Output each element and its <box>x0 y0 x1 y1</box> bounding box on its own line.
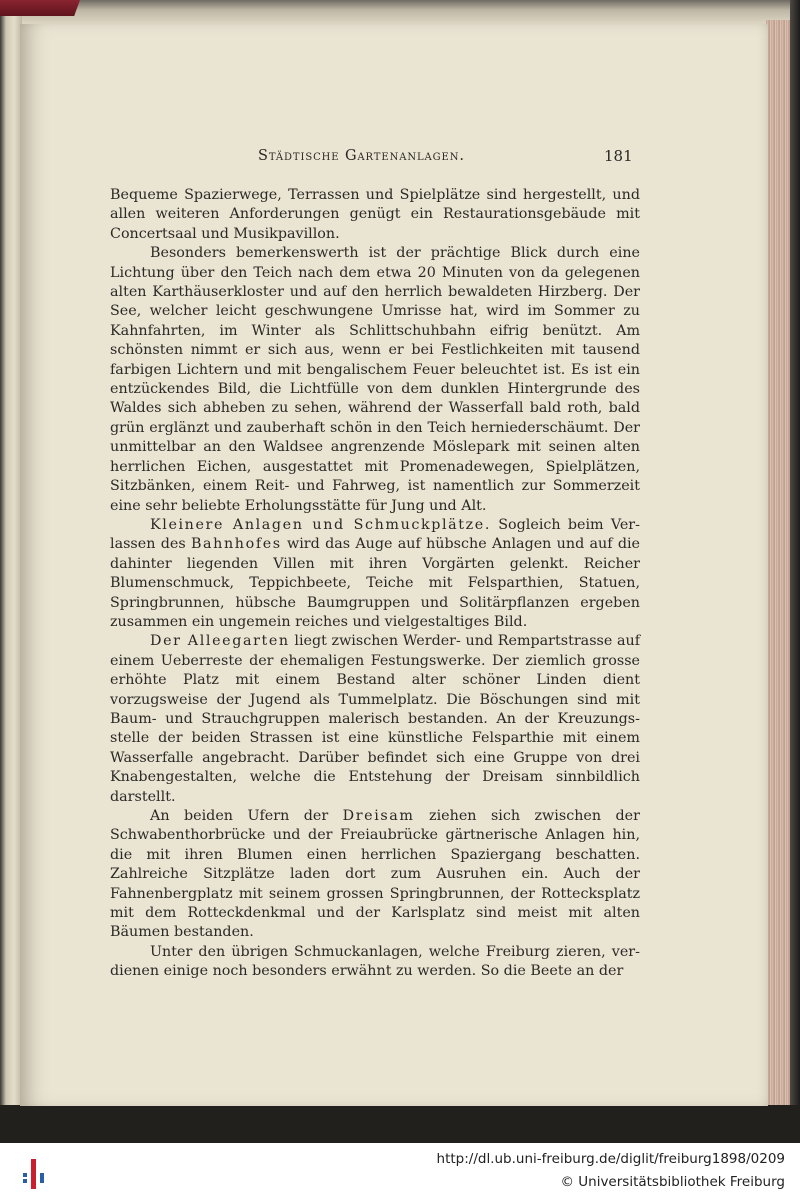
emphasized-term: Kleinere Anlagen und Schmuckplätze. <box>150 516 491 533</box>
paragraph-text: Sogleich beim Verlassen des <box>110 516 640 553</box>
copyright-notice: © Universitätsbibliothek Freiburg <box>560 1174 785 1190</box>
paragraph-text: Bequeme Spazierwege, Terrassen und Spielplätze sind hergestellt, und allen weiteren Anforderungen genügt ein Restaurationsgebäude mit Concertsaal und Musikpavillon. <box>110 187 640 242</box>
bookmark-ribbon <box>0 0 80 16</box>
footer-bar <box>0 1143 800 1199</box>
permalink-url[interactable]: http://dl.ub.uni-freiburg.de/diglit/freiburg1898/0209 <box>436 1151 785 1167</box>
paragraph <box>110 186 640 244</box>
paragraph-text: An beiden Ufern der <box>150 808 343 824</box>
paragraph-text: Besonders bemerkenswerth ist der prächtige Blick durch eine Lichtung über den Teich nach dem etwa 20 Minuten von da gelegenen alten Karthäuserkloster und auf den herrlich bewaldeten Hirzberg. Der See, welcher leicht geschwungene Umrisse hat, wird im Sommer zu Kahnfahrten, im Winter als Schlittschuhbahn eifrig benützt. Am schönsten nimmt er sich aus, wenn er bei Festlichkeiten mit tausend farbigen Lichtern und mit bengalischem Feuer beleuchtet ist. Es ist ein entzückendes Bild, die Lichtfülle von dem dunklen Hintergrunde des Waldes sich abheben zu sehen, während der Wasserfall bald roth, bald grün erglänzt und zauberhaft schön in den Teich herniederschäumt. Der unmittelbar an den Waldsee angrenzende Möslepark mit seinen alten herrlichen Eichen, ausgestattet mit Promenadewegen, Spielplätzen, Sitzbänken, einem Reit- und Fahrweg, ist namentlich zur Sommerzeit eine sehr beliebte Erholungsstätte für Jung und Alt. <box>110 245 640 514</box>
emphasized-term: Dreisam <box>342 808 415 824</box>
page-number: 181 <box>604 147 633 165</box>
ub-freiburg-logo-icon[interactable] <box>14 1151 54 1191</box>
running-head: Städtische Gartenanlagen. <box>258 148 465 164</box>
emphasized-term: Der Alleegarten <box>150 633 290 650</box>
paragraph <box>110 516 640 632</box>
paragraph-text: wird das Auge auf hübsche Anlagen und auf die dahinter liegenden Villen mit ihren Vorgärten gelenkt. Reicher Blumenschmuck, Teppichbeete, Teiche mit Felsparthien, Statuen, Springbrunnen, hübsche Baumgruppen und Solitärpflanzen ergeben zusammen ein ungemein reiches und vielgestaltiges Bild. <box>110 536 640 630</box>
paragraph-text: Unter den übrigen Schmuckanlagen, welche Freiburg zieren, verdienen einige noch besonders erwähnt zu werden. So die Beete an der <box>110 943 640 980</box>
book-cover-edge <box>790 0 800 1120</box>
paragraph <box>110 943 640 982</box>
paragraph <box>110 632 640 807</box>
body-text <box>110 186 640 982</box>
paragraph <box>110 807 640 943</box>
paragraph-text: liegt zwischen Werder- und Rempartstrasse auf einem Ueberreste der ehemaligen Festungswerke. Der ziemlich grosse erhöhte Platz mit einem Bestand alter schöner Linden dient vorzugsweise der Jugend als Tummelplatz. Die Böschungen sind mit Baum- und Strauchgruppen malerisch bestanden. An der Kreuzungsstelle der beiden Strassen ist eine künstliche Felsparthie mit einem Wasserfalle angebracht. Darüber befindet sich eine Gruppe von drei Knabengestalten, welche die Entstehung der Dreisam sinnbildlich darstellt. <box>110 633 641 805</box>
emphasized-term: Bahnhofes <box>190 536 282 553</box>
paragraph-text: ziehen sich zwischen der Schwabenthorbrücke und der Freiaubrücke gärtnerische Anlagen hin, die mit ihren Blumen einen herrlichen Spaziergang beschatten. Zahlreiche Sitzplätze laden dort zum Ausruhen ein. Auch der Fahnenbergplatz mit seinem grossen Springbrunnen, der Rottecksplatz mit dem Rotteckdenkmal und der Karlsplatz sind meist mit alten Bäumen bestanden. <box>110 808 640 941</box>
paragraph <box>110 244 640 516</box>
page-stack-edge <box>766 20 790 1110</box>
scan-bottom-shadow <box>0 1105 800 1143</box>
